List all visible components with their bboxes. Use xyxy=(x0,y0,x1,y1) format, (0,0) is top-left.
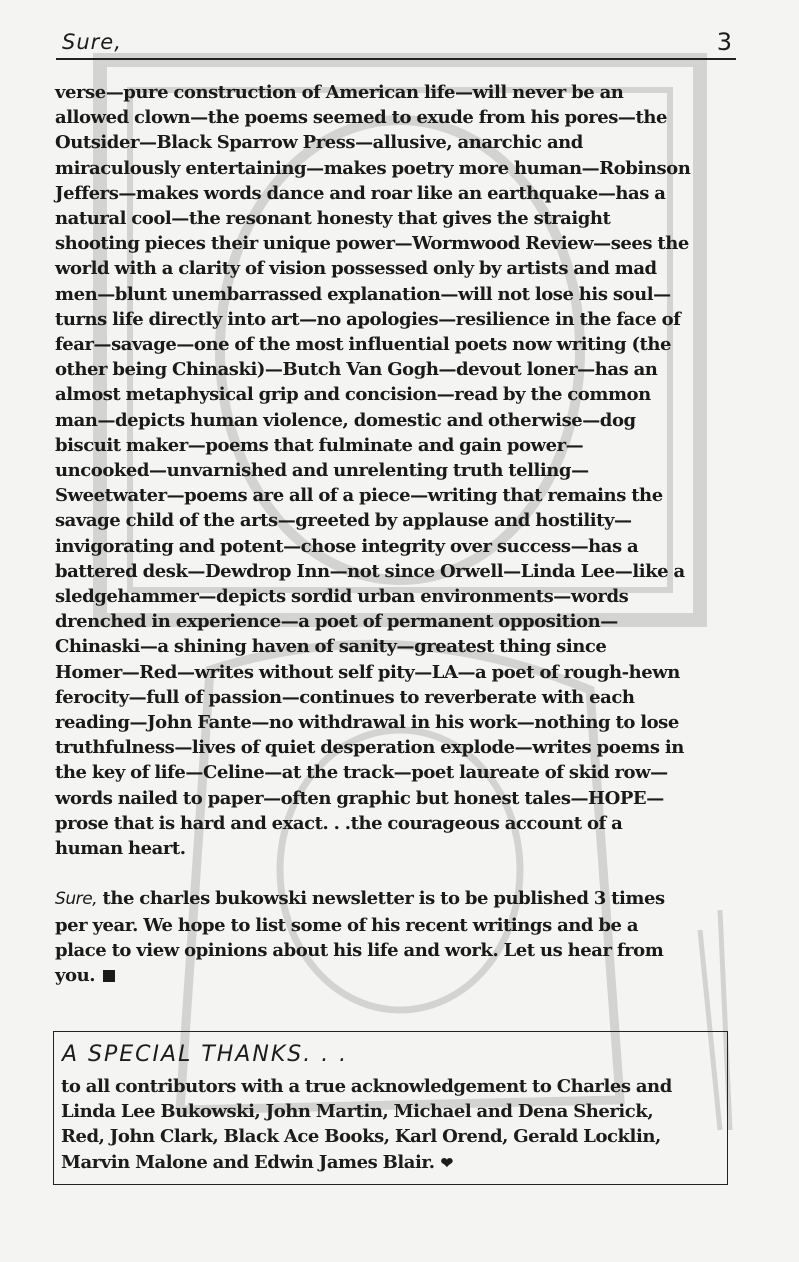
text-line: Red, John Clark, Black Ace Books, Karl Orend, Gerald Locklin, xyxy=(61,1126,661,1148)
text-line: men—blunt unembarrassed explanation—will not lose his soul— xyxy=(55,283,671,305)
text-line: world with a clarity of vision possessed only by artists and mad xyxy=(55,258,657,280)
text-line: Jeffers—makes words dance and roar like an earthquake—has a xyxy=(55,182,666,204)
text-line: truthfulness—lives of quiet desperation explode—writes poems in xyxy=(55,737,684,759)
text-line: Outsider—Black Sparrow Press—allusive, anarchic and xyxy=(55,132,583,154)
text-line: other being Chinaski)—Butch Van Gogh—devout loner—has an xyxy=(55,359,658,381)
text-line xyxy=(61,1150,721,1176)
text-line: turns life directly into art—no apologies—resilience in the face of xyxy=(55,308,681,330)
text-line xyxy=(55,963,745,988)
text-line: almost metaphysical grip and concision—read by the common xyxy=(55,384,651,406)
text-line: fear—savage—one of the most influential poets now writing (the xyxy=(55,334,672,356)
text-line: to all contributors with a true acknowledgement to Charles and xyxy=(61,1076,672,1097)
text-line: words nailed to paper—often graphic but honest tales—HOPE— xyxy=(55,787,664,809)
special-thanks-title: A SPECIAL THANKS. . . xyxy=(62,1042,349,1067)
text-line: the key of life—Celine—at the track—poet laureate of skid row— xyxy=(55,762,668,784)
text-line: prose that is hard and exact. . .the courageous account of a xyxy=(55,812,623,834)
blurb-paragraph xyxy=(55,80,745,861)
article-body xyxy=(55,80,745,988)
text-line: sledgehammer—depicts sordid urban environments—words xyxy=(55,586,629,608)
header-title: Sure, xyxy=(62,30,122,54)
text-segment: the charles bukowski newsletter is to be published 3 times xyxy=(97,888,665,910)
text-line: reading—John Fante—no withdrawal in his work—nothing to lose xyxy=(55,712,679,734)
text-line: place to view opinions about his life and work. Let us hear from xyxy=(55,939,664,961)
text-line: human heart. xyxy=(55,838,186,860)
text-line: Sweetwater—poems are all of a piece—writing that remains the xyxy=(55,485,663,507)
text-line: biscuit maker—poems that fulminate and gain power— xyxy=(55,434,584,456)
text-line: savage child of the arts—greeted by applause and hostility— xyxy=(55,510,632,532)
text-line xyxy=(55,886,745,912)
page-number: 3 xyxy=(716,28,732,56)
text-line: allowed clown—the poems seemed to exude from his pores—the xyxy=(55,107,667,129)
newsletter-paragraph xyxy=(55,886,745,988)
text-line: verse—pure construction of American life—will never be an xyxy=(55,82,624,103)
text-line: invigorating and potent—chose integrity over success—has a xyxy=(55,535,639,557)
text-line: natural cool—the resonant honesty that gives the straight xyxy=(55,208,611,230)
text-line: uncooked—unvarnished and unrelenting truth telling— xyxy=(55,460,589,482)
text-line: Homer—Red—writes without self pity—LA—a poet of rough-hewn xyxy=(55,661,680,683)
text-line: Chinaski—a shining haven of sanity—greatest thing since xyxy=(55,636,607,658)
text-segment: you. xyxy=(55,964,96,986)
text-line: miraculously entertaining—makes poetry more human—Robinson xyxy=(55,157,691,179)
text-segment: Marvin Malone and Edwin James Blair. xyxy=(61,1151,435,1173)
text-line: drenched in experience—a poet of permanent opposition— xyxy=(55,611,618,633)
special-thanks-text xyxy=(61,1074,721,1176)
text-line: man—depicts human violence, domestic and otherwise—dog xyxy=(55,409,636,431)
text-line: per year. We hope to list some of his recent writings and be a xyxy=(55,914,639,936)
special-thanks-box xyxy=(53,1031,728,1185)
text-line: ferocity—full of passion—continues to reverberate with each xyxy=(55,686,635,708)
text-line: battered desk—Dewdrop Inn—not since Orwell—Linda Lee—like a xyxy=(55,560,685,582)
end-mark-square-icon xyxy=(103,970,115,982)
heart-icon: ❤ xyxy=(440,1153,453,1172)
sure-logo-inline: Sure, xyxy=(55,889,98,910)
page-header xyxy=(56,26,736,60)
text-line: Linda Lee Bukowski, John Martin, Michael and Dena Sherick, xyxy=(61,1101,654,1123)
text-line: shooting pieces their unique power—Wormwood Review—sees the xyxy=(55,233,689,255)
